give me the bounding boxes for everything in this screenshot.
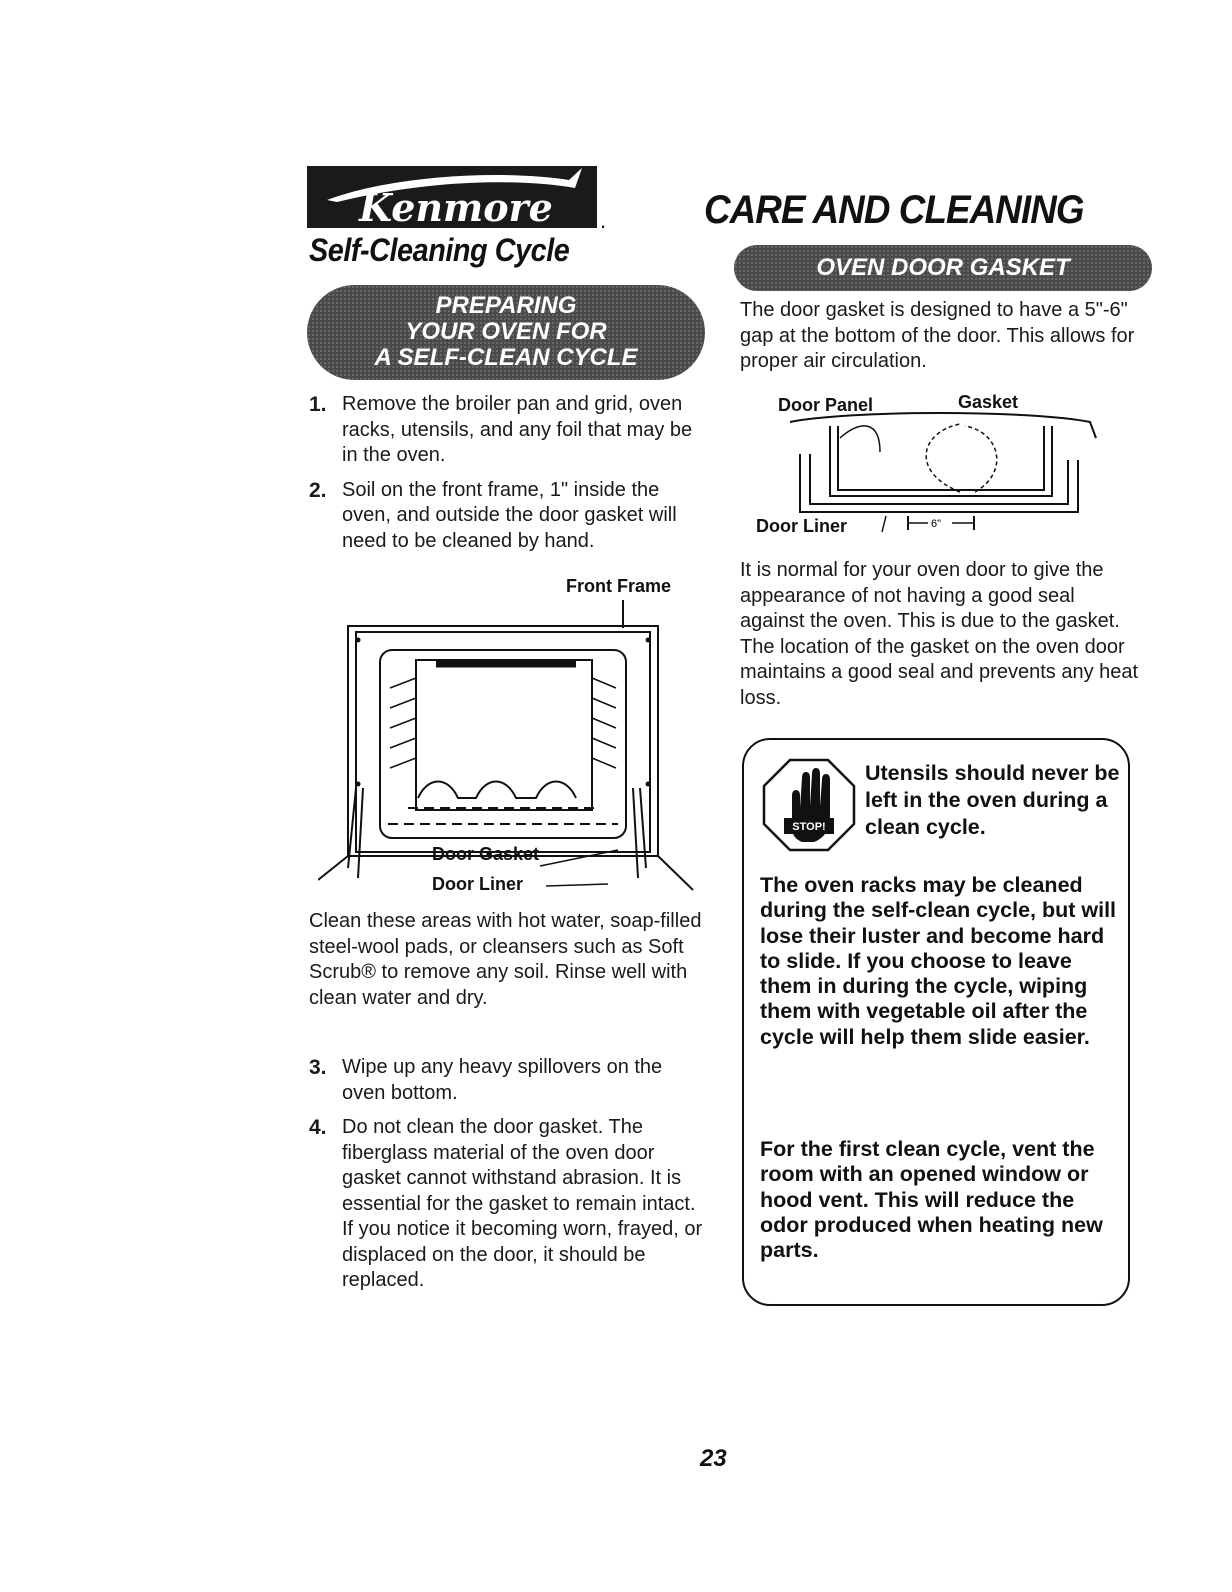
gasket-label: Gasket: [958, 392, 1019, 412]
step-number: 2.: [309, 478, 327, 502]
logo-dot: .: [600, 208, 607, 233]
step-text: Remove the broiler pan and grid, oven racks, utensils, and any foil that may be in the oven.: [342, 393, 693, 466]
door-panel-label: Door Panel: [778, 395, 874, 415]
list-item: [309, 392, 699, 469]
banner-line: YOUR OVEN FOR: [405, 318, 607, 345]
page-number: 23: [700, 1445, 727, 1472]
oven-door-gasket-banner: OVEN DOOR GASKET: [734, 245, 1152, 291]
list-item: [309, 1115, 704, 1294]
step-text: Wipe up any heavy spillovers on the oven bottom.: [342, 1056, 663, 1104]
warning-heading: Utensils should never be left in the oven during a clean cycle.: [865, 761, 1120, 839]
step-text: Do not clean the door gasket. The fiberglass material of the oven door gasket cannot withstand abrasion. It is essential for the gasket to remain intact. If you notice it becoming worn, frayed, or displaced on the door, it should be replaced.: [342, 1116, 703, 1291]
list-item: [309, 1055, 704, 1106]
stop-hand-icon: [762, 758, 856, 852]
front-frame-label: Front Frame: [566, 576, 672, 596]
banner-line: A SELF-CLEAN CYCLE: [374, 344, 638, 371]
normal-seal-text: It is normal for your oven door to give the appearance of not having a good seal against the oven. This is due to the gasket. The location of the gasket on the oven door maintains a good seal and prevents any heat loss.: [740, 559, 1139, 709]
clean-instructions: Clean these areas with hot water, soap-filled steel-wool pads, or cleansers such as Soft Scrub® to remove any soil. Rinse well with clean water and dry.: [309, 910, 702, 1009]
step-number: 4.: [309, 1116, 327, 1139]
logo-text: Kenmore: [359, 185, 553, 228]
door-liner-label: Door Liner: [432, 874, 524, 894]
steps-list-top: [309, 392, 699, 563]
warning-text-vent: For the first clean cycle, vent the room with an opened window or hood vent. This will reduce the odor produced when heating new parts.: [760, 1137, 1103, 1263]
warning-text-racks: The oven racks may be cleaned during the self-clean cycle, but will lose their luster and become hard to slide. If you choose to leave them in during the cycle, wiping them with vegetable oil after the cycle will help them slide easier.: [760, 873, 1117, 1049]
section-title: Self-Cleaning Cycle: [309, 232, 570, 268]
step-number: 1.: [309, 393, 327, 416]
step-number: 3.: [309, 1056, 327, 1079]
banner-line: PREPARING: [435, 292, 577, 319]
steps-list-bottom: [309, 1055, 704, 1303]
gap-label: 6": [931, 518, 942, 530]
preparing-banner: [307, 285, 705, 380]
door-gasket-label: Door Gasket: [432, 844, 540, 864]
stop-text: STOP!: [792, 821, 826, 833]
step-text: Soil on the front frame, 1" inside the oven, and outside the door gasket will need to be cleaned by hand.: [342, 478, 677, 552]
door-liner-label-right: Door Liner: [756, 516, 848, 536]
list-item: [309, 478, 699, 555]
gasket-description: The door gasket is designed to have a 5"-6" gap at the bottom of the door. This allows for proper air circulation.: [740, 299, 1135, 372]
kenmore-logo: [307, 166, 597, 228]
page-title: CARE AND CLEANING: [704, 188, 1084, 232]
